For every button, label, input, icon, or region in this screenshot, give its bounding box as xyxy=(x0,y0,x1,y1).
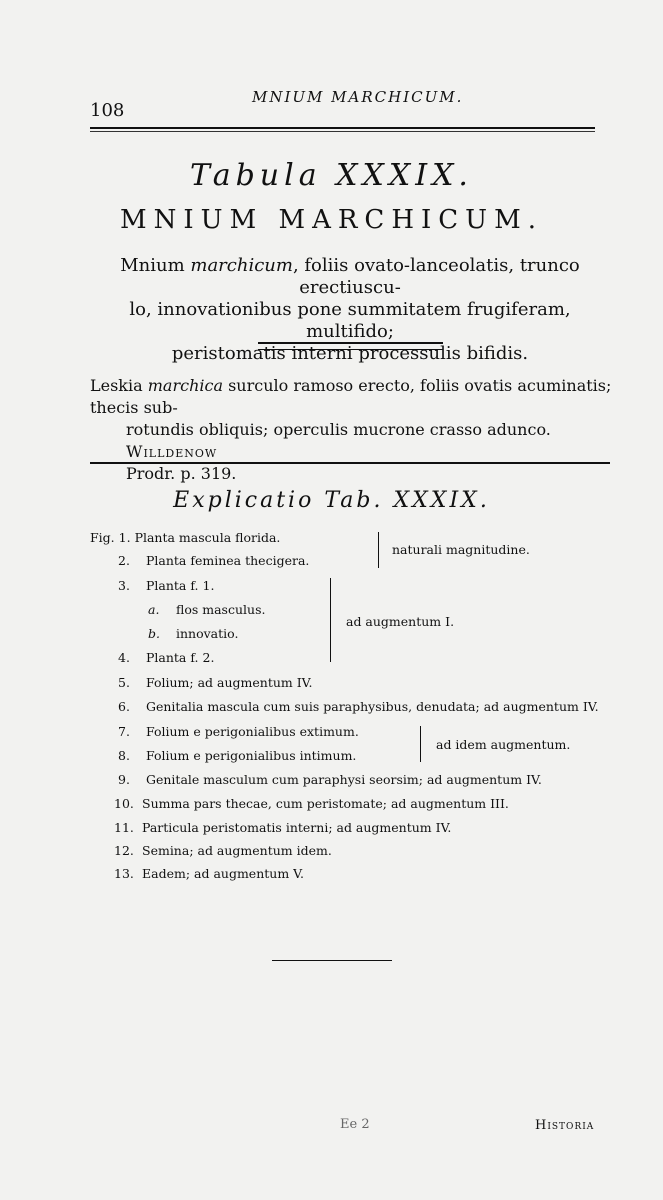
fig-number: 3. xyxy=(118,578,130,593)
synonym-author: Willdenow xyxy=(126,442,218,461)
signature-mark: Ee 2 xyxy=(340,1117,370,1132)
section-rule xyxy=(90,462,610,464)
plate-title: Tabula XXXIX. xyxy=(190,158,473,193)
fig-item-9 xyxy=(118,772,542,787)
fig-item-11 xyxy=(114,820,451,835)
fig-item-13 xyxy=(114,866,304,881)
fig-item-1 xyxy=(90,530,280,545)
fig-text: Planta mascula florida. xyxy=(134,530,281,545)
brace-3-4 xyxy=(330,578,331,662)
fig-item-3a xyxy=(148,602,265,617)
fig-item-3 xyxy=(118,578,214,593)
synonym-epithet: marchica xyxy=(147,376,223,395)
fig-item-12 xyxy=(114,843,332,858)
catchword: Historia xyxy=(535,1118,595,1133)
fig-text: Summa pars thecae, cum peristomate; ad augmentum III. xyxy=(142,796,509,811)
ornamental-divider xyxy=(258,342,443,350)
diagnosis-genus: Mnium xyxy=(120,255,191,276)
fig-number: 10. xyxy=(114,796,134,811)
synonym-line2-text: rotundis obliquis; operculis mucrone crasso adunco. xyxy=(126,420,551,439)
fig-text: innovatio. xyxy=(176,626,239,641)
fig-number: 12. xyxy=(114,843,134,858)
fig-letter: a. xyxy=(148,602,160,617)
fig-letter: b. xyxy=(148,626,160,641)
diagnosis-epithet: marchicum xyxy=(190,255,293,276)
fig-number: 9. xyxy=(118,772,130,787)
fig-text: Folium e perigonialibus intimum. xyxy=(146,748,357,763)
fig-item-4 xyxy=(118,650,214,665)
synonym-reference: Prodr. p. 319. xyxy=(126,464,237,483)
fig-text: Planta feminea thecigera. xyxy=(146,553,310,568)
note-aug1: ad augmentum I. xyxy=(346,614,455,629)
note-natural: naturali magnitudine. xyxy=(392,542,530,557)
fig-number: 7. xyxy=(118,724,130,739)
diagnosis-line1-text: , foliis ovato-lanceolatis, trunco erectiuscu- xyxy=(292,255,580,298)
fig-number: 5. xyxy=(118,675,130,690)
synonym-genus: Leskia xyxy=(90,376,148,395)
fig-number: 13. xyxy=(114,866,134,881)
header-rule xyxy=(90,127,595,129)
fig-text: flos masculus. xyxy=(176,602,266,617)
closing-rule xyxy=(272,960,392,961)
explicatio-heading: Explicatio Tab. XXXIX. xyxy=(173,488,490,513)
fig-number: 11. xyxy=(114,820,134,835)
fig-text: Semina; ad augmentum idem. xyxy=(142,843,332,858)
fig-item-2 xyxy=(118,553,309,568)
running-title: MNIUM MARCHICUM. xyxy=(252,88,464,106)
fig-text: Folium e perigonialibus extimum. xyxy=(146,724,359,739)
brace-1-2 xyxy=(378,532,379,568)
fig-number: 1. xyxy=(118,530,131,545)
fig-number: 2. xyxy=(118,553,130,568)
fig-text: Particula peristomatis interni; ad augmentum IV. xyxy=(142,820,452,835)
fig-number: 8. xyxy=(118,748,130,763)
fig-item-7 xyxy=(118,724,359,739)
diagnosis-line2: lo, innovationibus pone summitatem frugiferam, multifido; xyxy=(129,299,571,342)
species-title: MNIUM MARCHICUM. xyxy=(120,205,543,235)
diagnosis-line3: peristomatis interni processulis bifidis. xyxy=(171,343,529,364)
fig-prefix: Fig. xyxy=(90,530,115,545)
fig-text: Folium; ad augmentum IV. xyxy=(146,675,313,690)
fig-item-5 xyxy=(118,675,313,690)
brace-7-8 xyxy=(420,726,421,762)
fig-item-8 xyxy=(118,748,356,763)
fig-number: 6. xyxy=(118,699,130,714)
fig-text: Genitale masculum cum paraphysi seorsim; ad augmentum IV. xyxy=(146,772,542,787)
fig-text: Eadem; ad augmentum V. xyxy=(142,866,304,881)
synonym-block xyxy=(90,375,620,485)
note-idem: ad idem augmentum. xyxy=(436,737,571,752)
header-rule-thin xyxy=(90,131,595,132)
fig-item-10 xyxy=(114,796,509,811)
fig-item-3b xyxy=(148,626,238,641)
fig-text: Planta f. 2. xyxy=(146,650,215,665)
synonym-line1-text: surculo ramoso erecto, foliis ovatis acuminatis; thecis sub- xyxy=(90,376,612,417)
fig-item-6 xyxy=(118,699,599,714)
page-number: 108 xyxy=(90,100,125,121)
fig-text: Planta f. 1. xyxy=(146,578,215,593)
fig-text: Genitalia mascula cum suis paraphysibus, denudata; ad augmentum IV. xyxy=(146,699,599,714)
fig-number: 4. xyxy=(118,650,130,665)
